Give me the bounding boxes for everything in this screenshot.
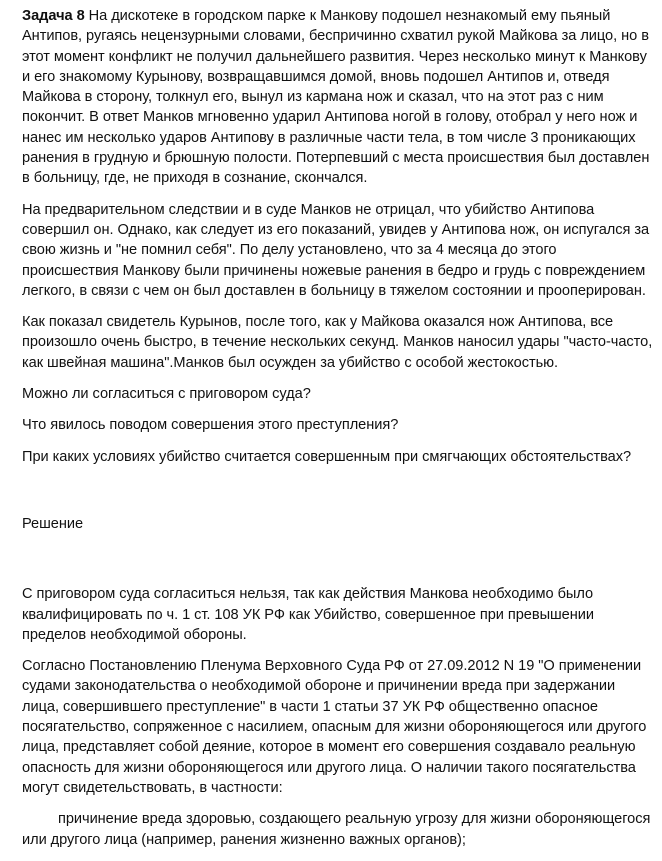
vertical-gap	[22, 478, 656, 514]
task-paragraph	[22, 6, 656, 189]
question-3: При каких условиях убийство считается совершенным при смягчающих обстоятельствах?	[22, 448, 632, 465]
question-1: Можно ли согласиться с приговором суда?	[22, 386, 311, 403]
solution-paragraph-2: Согласно Постановлению Пленума Верховного Суда РФ от 27.09.2012 N 19 "О применении судами законодательства о необходимой обороне и причинении вреда при задержании лица, совершившего преступление" в части 1 статьи 37 УК РФ общественно опасное посягательство, сопряженное с насилием, опасным для жизни обороняющегося или другого лица, представляет собой деяние, которое в момент его совершения создавало реальную опасность для жизни обороняющегося или другого лица. О наличии такого посягательства могут свидетельствовать, в частности:	[22, 658, 647, 796]
case-paragraph-3: Как показал свидетель Курынов, после того, как у Майкова оказался нож Антипова, все произошло очень быстро, в течение нескольких секунд. Манков наносил удары "часто-часто, как швейная машина".Манков был осужден за убийство с особой жестокостью.	[22, 314, 653, 371]
solution-bullet-1: причинение вреда здоровью, создающего реальную угрозу для жизни обороняющегося или другого лица (например, ранения жизненно важных органов);	[22, 811, 651, 848]
task-text: На дискотеке в городском парке к Манкову подошел незнакомый ему пьяный Антипов, ругаясь нецензурными словами, беспричинно схватил рукой Майкова за лицо, но в этот момент конфликт не получил дальнейшего развития. Через несколько минут к Манкову и его знакомому Курынову, возвращавшимся домой, вновь подошел Антипов и, отведя Майкова в сторону, толкнул его, вынул из кармана нож и сказал, что на этот раз с ним покончит. В ответ Манков мгновенно ударил Антипова ногой в голову, отобрал у него нож и нанес им несколько ударов Антипову в различные части тела, в том числе 3 проникающих ранения в грудную и брюшную полости. Потерпевший с места происшествия был доставлен в больницу, где, не приходя в сознание, скончался.	[22, 8, 650, 187]
solution-heading: Решение	[22, 515, 84, 532]
document-page	[22, 6, 656, 861]
solution-paragraph-1: С приговором суда согласиться нельзя, так как действия Манкова необходимо было квалифицировать по ч. 1 ст. 108 УК РФ как Убийство, совершенное при превышении пределов необходимой обороны.	[22, 586, 594, 643]
case-paragraph-2: На предварительном следствии и в суде Манков не отрицал, что убийство Антипова совершил он. Однако, как следует из его показаний, увидев у Антипова нож, он испугался за свою жизнь и "не помнил себя". По делу установлено, что за 4 месяца до этого происшествия Манкову были причинены ножевые ранения в бедро и грудь с повреждением легкого, в связи с чем он был доставлен в больницу в тяжелом состоянии и прооперирован.	[22, 201, 650, 299]
question-2: Что явилось поводом совершения этого преступления?	[22, 417, 399, 434]
vertical-gap	[22, 545, 656, 584]
task-label: Задача 8	[22, 8, 85, 24]
